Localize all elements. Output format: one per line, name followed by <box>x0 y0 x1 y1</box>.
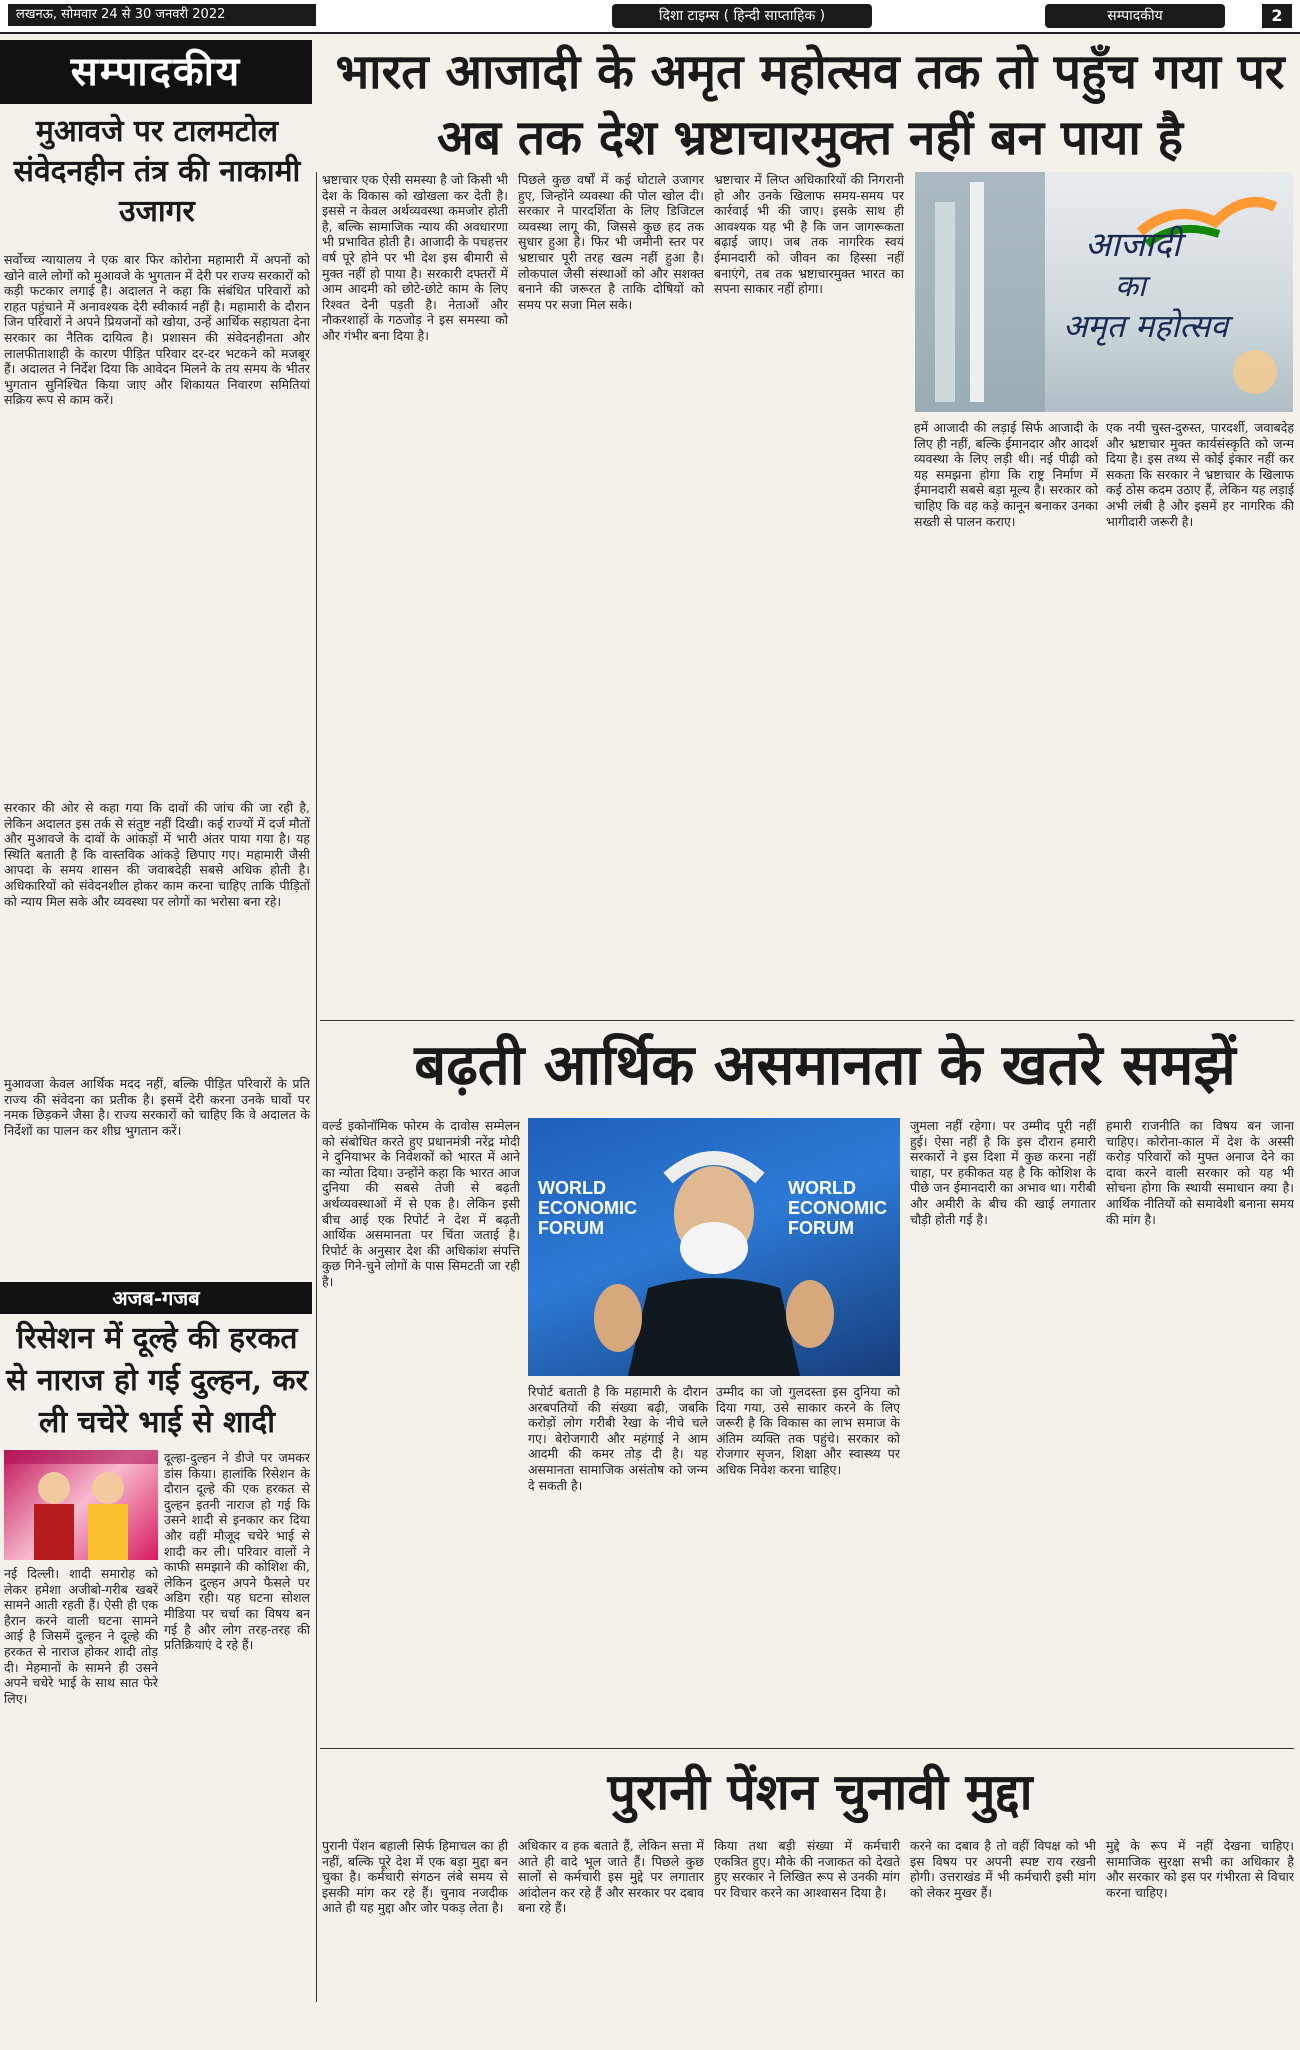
main-article-text2: पिछले कुछ वर्षों में कई घोटाले उजागर हुए, जिन्होंने व्यवस्था की पोल खोल दी। सरकार ने पारदर्शिता के लिए डिजिटल व्यवस्था लागू की, जिससे कुछ हद तक सुधार हुआ है। फिर भी जमीनी स्तर पर भ्रष्टाचार पूरी तरह खत्म नहीं हुआ है। लोकपाल जैसी संस्थाओं को और सशक्त बनाने की जरूरत है ताकि दोषियों को समय पर सजा मिल सके। <box>518 172 704 312</box>
mid-article-text3: उम्मीद का जो गुलदस्ता इस दुनिया को दिया गया, उसे साकार करने के लिए जरूरी है कि विकास का लाभ समाज के अंतिम व्यक्ति तक पहुंचे। सरकार को रोजगार सृजन, शिक्षा और स्वास्थ्य पर अधिक निवेश करना चाहिए। <box>716 1384 900 1477</box>
paper-name: दिशा टाइम्स ( हिन्दी साप्ताहिक ) <box>612 4 872 28</box>
bottom-article-text1: पुरानी पेंशन बहाली सिर्फ हिमाचल का ही नहीं, बल्कि पूरे देश में एक बड़ा मुद्दा बन चुका है। कर्मचारी संगठन लंबे समय से इसकी मांग कर रहे हैं। चुनाव नजदीक आते ही यह मुद्दा और जोर पकड़ लेता है। <box>322 1838 508 1916</box>
left-article-col2 <box>4 800 310 1070</box>
main-headline-line1: भारत आजादी के अमृत महोत्सव तक तो पहुँच गया पर <box>335 44 1285 100</box>
azadi-text-line3: अमृत महोत्सव <box>1063 307 1228 345</box>
section-divider-mid <box>320 1020 1294 1021</box>
wedding-photo <box>4 1450 158 1560</box>
bottom-article-text4: करने का दबाव है तो वहीं विपक्ष को भी इस विषय पर अपनी स्पष्ट राय रखनी होगी। उत्तराखंड में भी कर्मचारी इसी मांग को लेकर मुखर हैं। <box>910 1838 1096 1900</box>
wedding-couple-illustration <box>4 1450 158 1560</box>
main-article-text3: भ्रष्टाचार में लिप्त अधिकारियों की निगरानी हो और उनके खिलाफ समय-समय पर कार्रवाई भी की जाए। इसके साथ ही आवश्यक यह भी है कि जन जागरूकता बढ़ाई जाए। जब तक नागरिक स्वयं ईमानदारी को जीवन का हिस्सा नहीं बनाएंगे, तब तक भ्रष्टाचारमुक्त भारत का सपना साकार नहीं होगा। <box>714 172 904 297</box>
mid-article-text4: जुमला नहीं रहेगा। पर उम्मीद पूरी नहीं हुई। ऐसा नहीं है कि इस दौरान हमारी सरकारों ने इस दिशा में कुछ करना नहीं चाहा, पर हकीकत यह है कि कोशिश के पीछे जन ईमानदारी का अभाव था। गरीबी और अमीरी के बीच की खाई लगातार चौड़ी होती गई है। <box>910 1118 1096 1227</box>
mid-article-col1 <box>322 1118 520 1738</box>
azadi-text-line1: आजादी <box>1085 225 1181 265</box>
mid-article-text5: हमारी राजनीति का विषय बन जाना चाहिए। कोरोना-काल में देश के अस्सी करोड़ परिवारों को मुफ्त अनाज देने का दावा करने वाली सरकार को यह भी सोचना होगा कि स्थायी समाधान क्या है। आर्थिक नीतियों को समावेशी बनाना समय की मांग है। <box>1106 1118 1294 1227</box>
bottom-article-col2 <box>518 1838 704 2038</box>
azadi-amrit-mahotsav-image <box>915 172 1293 412</box>
main-article-text1: भ्रष्टाचार एक ऐसी समस्या है जो किसी भी देश के विकास को खोखला कर देती है। इससे न केवल अर्थव्यवस्था कमजोर होती है, बल्कि सामाजिक न्याय की अवधारणा भी प्रभावित होती है। आजादी के पचहत्तर वर्ष पूरे होने पर भी देश इस बीमारी से मुक्त नहीं हो पाया है। सरकारी दफ्तरों में आम आदमी को छोटे-छोटे काम के लिए रिश्वत देनी पड़ती है। नेताओं और नौकरशाहों के गठजोड़ ने इस समस्या को और गंभीर बना दिया है। <box>322 172 508 343</box>
bottom-article-col4 <box>910 1838 1096 2038</box>
middle-headline: बढ़ती आर्थिक असमानता के खतरे समझें <box>414 1032 1236 1098</box>
main-article-col5 <box>1106 420 1294 1012</box>
ajab-article-col1 <box>164 1450 310 1660</box>
left-article-text2: सरकार की ओर से कहा गया कि दावों की जांच की जा रही है, लेकिन अदालत इस तर्क से संतुष्ट नहीं दिखी। कई राज्यों में दर्ज मौतों और मुआवजे के दावों के आंकड़ों में भारी अंतर पाया गया है। यह स्थिति बताती है कि वास्तविक आंकड़े छिपाए गए। महामारी जैसी आपदा के समय शासन की जवाबदेही सबसे अधिक होती है। अधिकारियों को संवेदनशील होकर काम करना चाहिए ताकि पीड़ितों को न्याय मिल सके और व्यवस्था पर लोगों का भरोसा बना रहे। <box>4 800 310 909</box>
bottom-article-text5: मुद्दे के रूप में नहीं देखना चाहिए। सामाजिक सुरक्षा सभी का अधिकार है और सरकार को इस पर गंभीरता से विचार करना चाहिए। <box>1106 1838 1294 1900</box>
editorial-badge: सम्पादकीय <box>0 40 312 104</box>
ajab-headline: रिसेशन में दूल्हे की हरकत से नाराज हो गई दुल्हन, कर ली चचेरे भाई से शादी <box>6 1321 308 1440</box>
davos-speech-photo <box>528 1118 900 1376</box>
mid-article-text1: वर्ल्ड इकोनॉमिक फोरम के दावोस सम्मेलन को संबोधित करते हुए प्रधानमंत्री नरेंद्र मोदी ने दुनियाभर के निवेशकों को भारत में आने का न्योता दिया। उन्होंने कहा कि भारत आज दुनिया की सबसे तेजी से बढ़ती अर्थव्यवस्थाओं में से एक है। लेकिन इसी बीच आई एक रिपोर्ट ने देश में बढ़ती आर्थिक असमानता पर चिंता जताई है। रिपोर्ट के अनुसार देश की अधिकांश संपत्ति कुछ गिने-चुने लोगों के पास सिमटती जा रही है। <box>322 1118 520 1289</box>
main-article-col4 <box>914 420 1098 1012</box>
top-bar <box>0 0 1300 34</box>
main-article-text4: हमें आजादी की लड़ाई सिर्फ आजादी के लिए ही नहीं, बल्कि ईमानदार और आदर्श व्यवस्था के लिए लड़ी थी। नई पीढ़ी को यह समझना होगा कि राष्ट्र निर्माण में ईमानदारी सबसे बड़ा मूल्य है। सरकार को चाहिए कि वह कड़े कानून बनाकर उनका सख्ती से पालन कराए। <box>914 420 1098 529</box>
mid-article-col4 <box>910 1118 1096 1738</box>
bottom-article-text2: अधिकार व हक बताते हैं, लेकिन सत्ता में आते ही वादे भूल जाते हैं। पिछले कुछ सालों से कर्मचारी इस मुद्दे पर लगातार आंदोलन कर रहे हैं और सरकार पर दबाव बना रहे हैं। <box>518 1838 704 1916</box>
ajab-article-text1: दूल्हा-दुल्हन ने डीजे पर जमकर डांस किया। हालांकि रिसेशन के दौरान दूल्हे की एक हरकत से दुल्हन इतनी नाराज हो गई कि उसने शादी से इनकार कर दिया और वहीं मौजूद चचेरे भाई से शादी कर ली। परिवार वालों ने काफी समझाने की कोशिश की, लेकिन दुल्हन अपने फैसले पर अडिग रही। यह घटना सोशल मीडिया पर चर्चा का विषय बन गई है और लोग तरह-तरह की प्रतिक्रियाएं दे रहे हैं। <box>164 1450 310 1653</box>
main-headline-line2: अब तक देश भ्रष्टाचारमुक्त नहीं बन पाया है <box>436 110 1184 166</box>
mid-article-text2: रिपोर्ट बताती है कि महामारी के दौरान अरबपतियों की संख्या बढ़ी, जबकि करोड़ों लोग गरीबी रेखा के नीचे चले गए। बेरोजगारी और महंगाई ने आम आदमी की कमर तोड़ दी है। यह असमानता सामाजिक असंतोष को जन्म दे सकती है। <box>528 1384 708 1493</box>
bottom-headline: पुरानी पेंशन चुनावी मुद्दा <box>607 1762 1033 1821</box>
bottom-article-col5 <box>1106 1838 1294 2038</box>
mid-article-col5 <box>1106 1118 1294 1738</box>
mid-article-col3 <box>716 1384 900 1738</box>
mid-article-col2 <box>528 1384 708 1738</box>
bottom-article-col3 <box>714 1838 900 2038</box>
main-article-col2 <box>518 172 704 1012</box>
left-article-col1 <box>4 252 310 792</box>
section-name: सम्पादकीय <box>1045 4 1225 28</box>
left-divider <box>316 172 317 2002</box>
bottom-article-col1 <box>322 1838 508 2038</box>
page-number: 2 <box>1262 4 1292 28</box>
main-article-text5: एक नयी चुस्त-दुरुस्त, पारदर्शी, जवाबदेह और भ्रष्टाचार मुक्त कार्यसंस्कृति को जन्म दिया है। इस तथ्य से कोई इंकार नहीं कर सकता कि सरकार ने भ्रष्टाचार के खिलाफ कई ठोस कदम उठाए हैं, लेकिन यह लड़ाई अभी लंबी है और इसमें हर नागरिक की भागीदारी जरूरी है। <box>1106 420 1294 529</box>
ajab-gajab-label: अजब-गजब <box>0 1282 312 1314</box>
wef-logo-left: WORLD ECONOMIC FORUM <box>538 1178 637 1238</box>
ajab-article-col2 <box>4 1566 158 2036</box>
azadi-text-line2: का <box>1115 269 1146 304</box>
bottom-article-text3: किया तथा बड़ी संख्या में कर्मचारी एकत्रित हुए। मौके की नजाकत को देखते हुए सरकार ने लिखित रूप से उनकी मांग पर विचार करने का आश्वासन दिया है। <box>714 1838 900 1900</box>
main-article-col1 <box>322 172 508 1012</box>
wef-logo-right: WORLD ECONOMIC FORUM <box>788 1178 887 1238</box>
main-article-col3 <box>714 172 904 1012</box>
issue-date: लखनऊ, सोमवार 24 से 30 जनवरी 2022 <box>8 4 316 26</box>
left-article-text3: मुआवजा केवल आर्थिक मदद नहीं, बल्कि पीड़ित परिवारों के प्रति राज्य की संवेदना का प्रतीक है। इसमें देरी करना उनके घावों पर नमक छिड़कने जैसा है। राज्य सरकारों को चाहिए कि वे अदालत के निर्देशों का पालन कर शीघ्र भुगतान करें। <box>4 1076 310 1138</box>
left-article-col3 <box>4 1076 310 1276</box>
left-headline: मुआवजे पर टालमटोल संवेदनहीन तंत्र की नाकामी उजागर <box>13 114 301 229</box>
azadi-illustration <box>915 172 1293 412</box>
ajab-article-text2: नई दिल्ली। शादी समारोह को लेकर हमेशा अजीबो-गरीब खबरें सामने आती रहती हैं। ऐसी ही एक हैरान करने वाली घटना सामने आई है जिसमें दुल्हन ने दूल्हे की हरकत से नाराज होकर शादी तोड़ दी। मेहमानों के सामने ही उसने अपने चचेरे भाई के साथ सात फेरे लिए। <box>4 1566 158 1706</box>
speaker-illustration <box>528 1118 900 1376</box>
left-article-text1: सर्वोच्च न्यायालय ने एक बार फिर कोरोना महामारी में अपनों को खोने वाले लोगों को मुआवजे के भुगतान में देरी पर राज्य सरकारों को कड़ी फटकार लगाई है। अदालत ने कहा कि संबंधित परिवारों को राहत पहुंचाने में अनावश्यक देरी स्वीकार्य नहीं है। महामारी के दौरान जिन परिवारों ने अपने प्रियजनों को खोया, उन्हें आर्थिक सहायता देना सरकार का नैतिक दायित्व है। प्रशासन की संवेदनहीनता और लालफीताशाही के कारण पीड़ित परिवार दर-दर भटकने को मजबूर हैं। अदालत ने निर्देश दिया कि आवेदन मिलने के तय समय के भीतर भुगतान सुनिश्चित किया जाए और शिकायत निवारण समितियां सक्रिय रूप से काम करें। <box>4 252 310 408</box>
section-divider-bottom <box>320 1748 1294 1749</box>
